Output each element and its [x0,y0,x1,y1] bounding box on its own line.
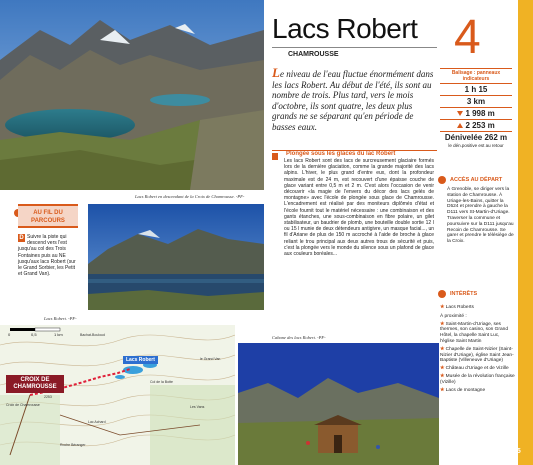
intro-first-letter: L [272,65,280,80]
acces-text: À Grenoble, se diriger vers la station de Chamrousse. À Uriage-les-Bains, quitter la D524 et prendre à gauche la D111 vers St-Martin-d'Uriage. Traverser la commune et poursuivre sur la D111 jusqu'au Recoin de Chamrousse. Se garer et prendre le télésiège de la Croix. [447,187,514,245]
map-label-altitude: 2253 [44,395,52,399]
interets-title: INTÉRÊTS [450,291,478,297]
page-edge-tab [518,0,533,465]
prox-item: ★ Chapelle de Saint-Nizier (Saint-Nizier d'Uriage), église Saint Jean-Baptiste (Villeneuve d'Uriage) [440,346,514,364]
prox-item: ★ Château d'Uriage et de Vizille [440,366,509,372]
section-title: Plongée sous les glaces du lac Robert [286,151,396,157]
map-label-lac-achard: Lac Achard [88,420,106,424]
sidebar-text: Suivre la piste qui descend vers l'est jusqu'au col des Trois Fontaines puis au NE jusqu'aux lacs Robert (sur le Grand Sorbier, les Petit et Grand Van). [18,234,76,278]
section-body: Les lacs Robert sont des lacs de surcreusement glaciaire formés lors de la dernière glaciation, comme la grande majorité des lacs alpins. L'hiver, le plus grand d'entre eux, dont la profondeur maximale est de 24 m, est recouvert d'une épaisse couche de glace variant entre 0,5 m et 2 m. C'est alors l'occasion de venir découvrir «la magie de l'envers du décor des lacs gelés de montagne» avec l'école de plongée sous glace de Chamrousse. L'encadrement est réalisé par des moniteurs diplômés d'état et l'école fournit tout le matériel nécessaire : une combinaison et des gants étanches, une sous-combinaison en fibre polaire, un gilet stabilisateur, un baudrier de plomb, une bouteille double sortie 12 l ou 15 l munie de deux détendeurs antigivre, un masque facial..., un fil d'Ariane de plus de 150 m accroché à l'aide de broche à glace reliant le trou principal aux deux autres trous de sécurité et puis, c'est la plongée vers le monde du silence sous un plafond de glace aux couleurs boréales... [284,158,434,258]
photo2-caption: Lacs Robert. -PF- [44,316,77,321]
page-subtitle: CHAMROUSSE [288,51,339,58]
photo-lacs-robert-panorama [0,0,264,190]
map-label-lacs-robert: Lacs Robert [123,356,158,364]
triangle-down-icon [457,111,463,116]
balisage: Balisage : panneaux indicateurs [440,68,512,83]
photo-lacs-robert [88,204,264,310]
distance: 3 km [440,95,512,107]
title-rule [272,47,437,48]
sidebar-dropcap: D [19,235,24,241]
sidebar-text-block [18,234,78,277]
denivelee: Dénivelée 262 m [440,131,512,143]
page-title: Lacs Robert [272,13,418,44]
sidebar-title: AU FIL DU PARCOURS [18,204,78,228]
photo1-caption: Lacs Robert en descendant de la Croix de Chamrousse. -PF- [135,194,245,199]
photo3-caption: Cabane des lacs Robert. -PF- [272,335,326,340]
intro-paragraph [272,65,437,132]
acces-title: ACCÈS AU DÉPART [450,177,503,183]
map-label-grand-van: le Grand Van [200,357,221,361]
proximite-label: À proximité : [440,313,467,319]
photo-cabane [238,343,439,465]
triangle-up-icon [457,123,463,128]
prox-item: ★ Lacs de montagne [440,387,486,393]
prox-item: ★ Saint-Martin-d'Uriage, ses thermes, son casino, son Grand Hôtel, la chapelle Saint Luc, l'église Saint Martin [440,321,508,344]
star-icon [438,290,446,298]
interets-list [440,305,515,393]
scale-1km: 1 km [54,332,63,337]
prox-item: ★ Musée de la révolution française (Vizille) [440,373,515,385]
scale-0: 0 [8,332,11,337]
map-label-col: Col de la Botte [150,380,173,384]
denivelee-note: le dén.positive est au retour [448,143,504,148]
map-label-roche: Roche Béranger [60,443,86,447]
scale-0-5: 0,5 [31,332,37,337]
interet-item: ★ Lacs Roberts [440,305,474,310]
map-label-vans: Les Vans [190,405,205,409]
altitude-high: 2 253 m [440,119,512,131]
map-label-croix: CROIX DE CHAMROUSSE [6,375,64,393]
stats-box [440,68,512,148]
route-map [0,325,235,465]
page-number: 15 [513,448,521,455]
map-label-bachat: Bachat-Bouloud [80,333,105,337]
car-icon [438,176,446,184]
route-number: 4 [454,11,481,64]
intro-text: e niveau de l'eau fluctue énormément dans les lacs Robert. Au début de l'été, ils sont au nombre de trois. Plus tard, vers le mois d'octobre, ils sont quatre, les deux plus grands ne se séparant qu'en période de basses eaux. [272,69,434,132]
clock-icon-duration: 1 h 15 [440,83,512,95]
altitude-low: 1 998 m [440,107,512,119]
map-label-croix-small: Croix de Chamrousse [6,403,40,407]
